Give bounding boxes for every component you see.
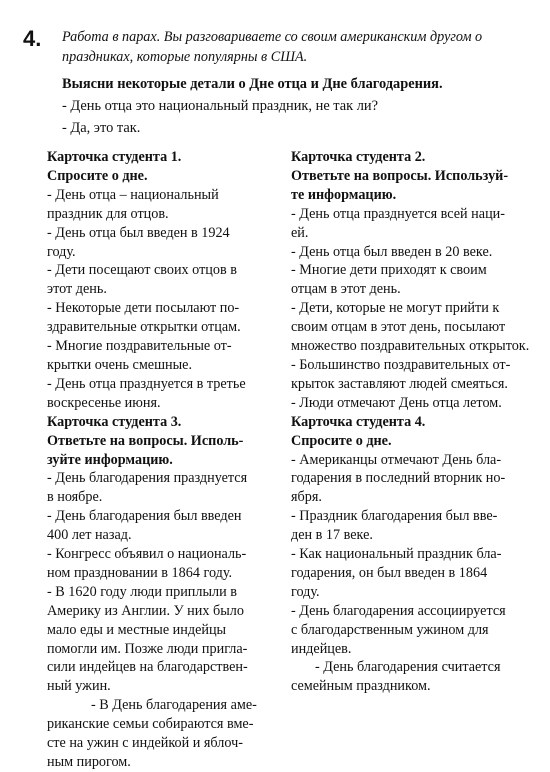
- student-card-2: [291, 148, 536, 413]
- card-line: Ответьте на вопросы. Исполь-: [47, 432, 244, 449]
- task-instruction: Работа в парах. Вы разговариваете со своим американским другом о праздниках, которые популярны в США.: [62, 29, 483, 65]
- card-line: сили индейцев на благодарствен-: [47, 659, 248, 676]
- left-column: [47, 148, 279, 772]
- card-line: - День благодарения ассоциируется: [291, 602, 506, 619]
- card-line: - День отца был введен в 1924: [47, 224, 230, 241]
- card-line: - Большинство поздравительных от-: [291, 356, 511, 373]
- card-line: помогли им. Позже люди пригла-: [47, 640, 248, 657]
- card-tail: [291, 658, 536, 696]
- card-line: в ноябре.: [47, 489, 103, 506]
- card-lines: [47, 186, 279, 413]
- card-line: - Как национальный праздник бла-: [291, 546, 502, 563]
- card-line: - День отца празднуется всей наци-: [291, 205, 505, 222]
- card-line: ября.: [291, 489, 322, 506]
- card-subtitle: [47, 432, 279, 470]
- example-dialog: [62, 95, 378, 139]
- card-line: ным пирогом.: [47, 754, 131, 770]
- dialog-line: - Да, это так.: [62, 120, 141, 136]
- card-line: - Американцы отмечают День бла-: [291, 451, 502, 468]
- dialog-line: - День отца это национальный праздник, не так ли?: [62, 98, 379, 114]
- card-line: - День отца был введен в 20 веке.: [291, 243, 493, 260]
- card-line: - День благодарения празднуется: [47, 470, 248, 487]
- card-line: - День отца – национальный: [47, 186, 219, 203]
- card-line: - Некоторые дети посылают по-: [47, 300, 240, 317]
- card-line: - День благодарения считается: [315, 659, 501, 676]
- card-line: ном праздновании в 1864 году.: [47, 564, 233, 581]
- exercise-number: 4.: [23, 26, 42, 51]
- card-lines: [291, 205, 536, 413]
- card-line: годарения в последний вторник но-: [291, 470, 506, 487]
- card-line: сте на ужин с индейкой и яблоч-: [47, 735, 243, 752]
- card-lines: [291, 451, 536, 659]
- card-line: - В День благодарения аме-: [91, 697, 257, 714]
- card-line: Ответьте на вопросы. Используй-: [291, 167, 509, 184]
- card-line: - День отца празднуется в третье: [47, 375, 246, 392]
- card-line: году.: [47, 243, 76, 260]
- student-card-1: [47, 148, 279, 413]
- right-column: [291, 148, 536, 696]
- card-line: индейцев.: [291, 640, 352, 657]
- card-line: - Конгресс объявил о националь-: [47, 546, 247, 563]
- card-title: Карточка студента 4.: [291, 413, 426, 430]
- card-line: 400 лет назад.: [47, 527, 132, 544]
- card-line: - Люди отмечают День отца летом.: [291, 394, 502, 411]
- card-line: множество поздравительных открыток.: [291, 338, 530, 355]
- card-line: ей.: [291, 224, 309, 241]
- card-line: - Праздник благодарения был вве-: [291, 508, 498, 525]
- card-subtitle: Спросите о дне.: [47, 167, 148, 184]
- card-line: семейным праздником.: [291, 678, 431, 695]
- card-line: зуйте информацию.: [47, 451, 173, 468]
- card-line: воскресенье июня.: [47, 394, 161, 411]
- card-line: здравительные открытки отцам.: [47, 319, 241, 336]
- card-line: - Многие поздравительные от-: [47, 338, 232, 355]
- card-line: - Дети посещают своих отцов в: [47, 262, 237, 279]
- card-line: своим отцам в этот день, посылают: [291, 319, 506, 336]
- card-lines: [47, 469, 279, 696]
- card-title: Карточка студента 3.: [47, 413, 182, 430]
- task-subtitle: Выясни некоторые детали о Дне отца и Дне благодарения.: [62, 76, 443, 92]
- card-tail: [47, 696, 279, 772]
- card-line: годарения, он был введен в 1864: [291, 564, 488, 581]
- card-line: Америку из Англии. У них было: [47, 602, 244, 619]
- card-subtitle: Спросите о дне.: [291, 432, 392, 449]
- card-line: те информацию.: [291, 186, 397, 203]
- card-line: с благодарственным ужином для: [291, 621, 489, 638]
- card-line: крыток заставляют людей смеяться.: [291, 375, 508, 392]
- card-title: Карточка студента 1.: [47, 149, 182, 165]
- card-line: году.: [291, 583, 320, 600]
- card-line: - Дети, которые не могут прийти к: [291, 300, 500, 317]
- card-line: ден в 17 веке.: [291, 527, 373, 544]
- card-line: праздник для отцов.: [47, 205, 169, 222]
- card-title: Карточка студента 2.: [291, 149, 426, 165]
- card-subtitle: [291, 167, 536, 205]
- card-line: крытки очень смешные.: [47, 356, 192, 373]
- card-line: ный ужин.: [47, 678, 111, 695]
- card-line: мало еды и местные индейцы: [47, 621, 227, 638]
- card-line: - День благодарения был введен: [47, 508, 242, 525]
- card-line: этот день.: [47, 281, 107, 298]
- student-card-4: [291, 413, 536, 697]
- card-line: - В 1620 году люди приплыли в: [47, 583, 237, 600]
- card-line: - Многие дети приходят к своим: [291, 262, 487, 279]
- student-card-3: [47, 413, 279, 772]
- card-line: риканские семьи собираются вме-: [47, 716, 254, 733]
- card-line: отцам в этот день.: [291, 281, 401, 298]
